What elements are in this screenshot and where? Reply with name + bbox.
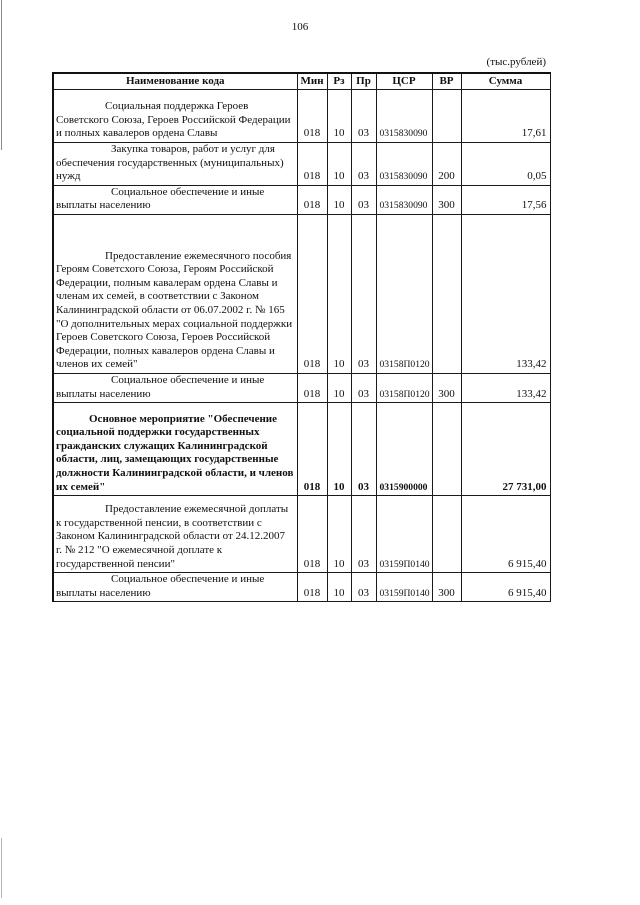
cell-sum: 133,42	[461, 214, 550, 373]
cell-min: 018	[297, 573, 327, 602]
cell-name	[53, 573, 297, 602]
header-vr: ВР	[432, 73, 461, 90]
cell-csr: 03159П0140	[376, 573, 432, 602]
cell-vr: 200	[432, 143, 461, 186]
cell-sum: 133,42	[461, 373, 550, 402]
name-line: "О дополнительных мерах социальной поддержки	[56, 317, 293, 330]
name-line: Закупка товаров, работ и услуг для	[111, 143, 275, 155]
table-row	[53, 90, 550, 143]
name-line: членам их семей, в соответствии с Законом	[56, 290, 259, 303]
cell-rz: 10	[327, 573, 351, 602]
header-rz: Рз	[327, 73, 351, 90]
table-row	[53, 573, 550, 602]
cell-sum: 0,05	[461, 143, 550, 186]
name-line: Предоставление ежемесячной доплаты	[105, 503, 289, 516]
name-line: Социальное обеспечение и иные	[111, 373, 265, 386]
name-line: Калининградской области от 06.07.2002 г. № 165	[56, 304, 285, 316]
cell-csr: 03158П0120	[376, 214, 432, 373]
name-line: Федерации, полных кавалеров ордена Славы и	[56, 344, 275, 357]
cell-name	[53, 214, 297, 373]
cell-csr: 0315830090	[376, 185, 432, 214]
cell-min: 018	[297, 185, 327, 214]
cell-rz: 10	[327, 496, 351, 573]
header-pr: Пр	[351, 73, 376, 90]
cell-name	[53, 90, 297, 143]
name-line: Социальное обеспечение и иные	[111, 573, 265, 586]
page-number: 106	[291, 21, 309, 33]
cell-min: 018	[297, 373, 327, 402]
cell-name	[53, 373, 297, 402]
table-row	[53, 373, 550, 402]
header-sum: Сумма	[461, 73, 550, 90]
cell-vr	[432, 90, 461, 143]
name-line: их семей"	[56, 480, 106, 493]
cell-pr: 03	[351, 90, 376, 143]
cell-csr: 03159П0140	[376, 496, 432, 573]
cell-pr: 03	[351, 143, 376, 186]
units-note: (тыс.рублей)	[486, 56, 546, 68]
name-line: выплаты населению	[56, 199, 151, 212]
cell-min: 018	[297, 214, 327, 373]
cell-rz: 10	[327, 90, 351, 143]
name-line: государственной пенсии"	[56, 557, 175, 570]
cell-name	[53, 496, 297, 573]
cell-pr: 03	[351, 496, 376, 573]
cell-pr: 03	[351, 573, 376, 602]
scan-edge-mark	[1, 838, 2, 898]
cell-vr: 300	[432, 373, 461, 402]
cell-vr	[432, 496, 461, 573]
cell-sum: 17,61	[461, 90, 550, 143]
header-name: Наименование кода	[53, 73, 297, 90]
name-line: Советского Союза, Героев Российской Федерации	[56, 113, 291, 126]
table-row	[53, 214, 550, 373]
cell-min: 018	[297, 403, 327, 496]
cell-pr: 03	[351, 403, 376, 496]
table-header-row	[53, 73, 550, 90]
cell-min: 018	[297, 496, 327, 573]
table-row	[53, 403, 550, 496]
cell-vr	[432, 403, 461, 496]
cell-vr	[432, 214, 461, 373]
cell-rz: 10	[327, 403, 351, 496]
cell-pr: 03	[351, 373, 376, 402]
name-line: к государственной пенсии, в соответствии с	[56, 516, 262, 529]
cell-csr: 0315830090	[376, 90, 432, 143]
cell-name	[53, 403, 297, 496]
cell-rz: 10	[327, 143, 351, 186]
name-line: Законом Калининградской области от 24.12.2007	[56, 530, 286, 543]
scan-edge-mark	[1, 0, 2, 150]
name-line: г. № 212 "О ежемесячной доплате к	[56, 543, 223, 556]
cell-sum: 27 731,00	[461, 403, 550, 496]
name-line: Федерации, полным кавалерам ордена Славы и	[56, 276, 278, 289]
name-line: выплаты населению	[56, 586, 151, 599]
cell-min: 018	[297, 90, 327, 143]
table-row	[53, 143, 550, 186]
table-row	[53, 185, 550, 214]
cell-name	[53, 143, 297, 186]
name-line: гражданских служащих Калининградской	[56, 439, 268, 452]
name-line: Социальная поддержка Героев	[105, 100, 249, 113]
cell-vr: 300	[432, 185, 461, 214]
cell-pr: 03	[351, 214, 376, 373]
cell-pr: 03	[351, 185, 376, 214]
name-line: и полных кавалеров ордена Славы	[56, 127, 218, 140]
name-line: Основное мероприятие "Обеспечение	[89, 412, 278, 425]
cell-rz: 10	[327, 214, 351, 373]
cell-rz: 10	[327, 185, 351, 214]
cell-rz: 10	[327, 373, 351, 402]
cell-name	[53, 185, 297, 214]
name-line: обеспечения государственных (муниципальных)	[56, 156, 284, 169]
cell-csr: 0315900000	[376, 403, 432, 496]
cell-sum: 6 915,40	[461, 496, 550, 573]
name-line: членов их семей"	[56, 358, 138, 371]
cell-sum: 6 915,40	[461, 573, 550, 602]
header-min: Мин	[297, 73, 327, 90]
name-line: выплаты населению	[56, 387, 151, 400]
budget-table	[52, 72, 551, 602]
cell-min: 018	[297, 143, 327, 186]
name-line: области, лиц, замещающих государственные	[56, 453, 279, 466]
cell-vr: 300	[432, 573, 461, 602]
name-line: Социальное обеспечение и иные	[111, 185, 265, 198]
cell-csr: 03158П0120	[376, 373, 432, 402]
name-line: социальной поддержки государственных	[56, 426, 260, 439]
name-line: Предоставление ежемесячного пособия	[105, 249, 292, 262]
table-row	[53, 496, 550, 573]
name-line: нужд	[56, 170, 81, 183]
name-line: должности Калининградской области, и членов	[56, 466, 294, 479]
name-line: Героям Советсхого Союза, Героям Российской	[56, 263, 274, 276]
header-csr: ЦСР	[376, 73, 432, 90]
cell-csr: 0315830090	[376, 143, 432, 186]
name-line: Героев Советского Союза, Героев Российской	[56, 331, 271, 344]
cell-sum: 17,56	[461, 185, 550, 214]
